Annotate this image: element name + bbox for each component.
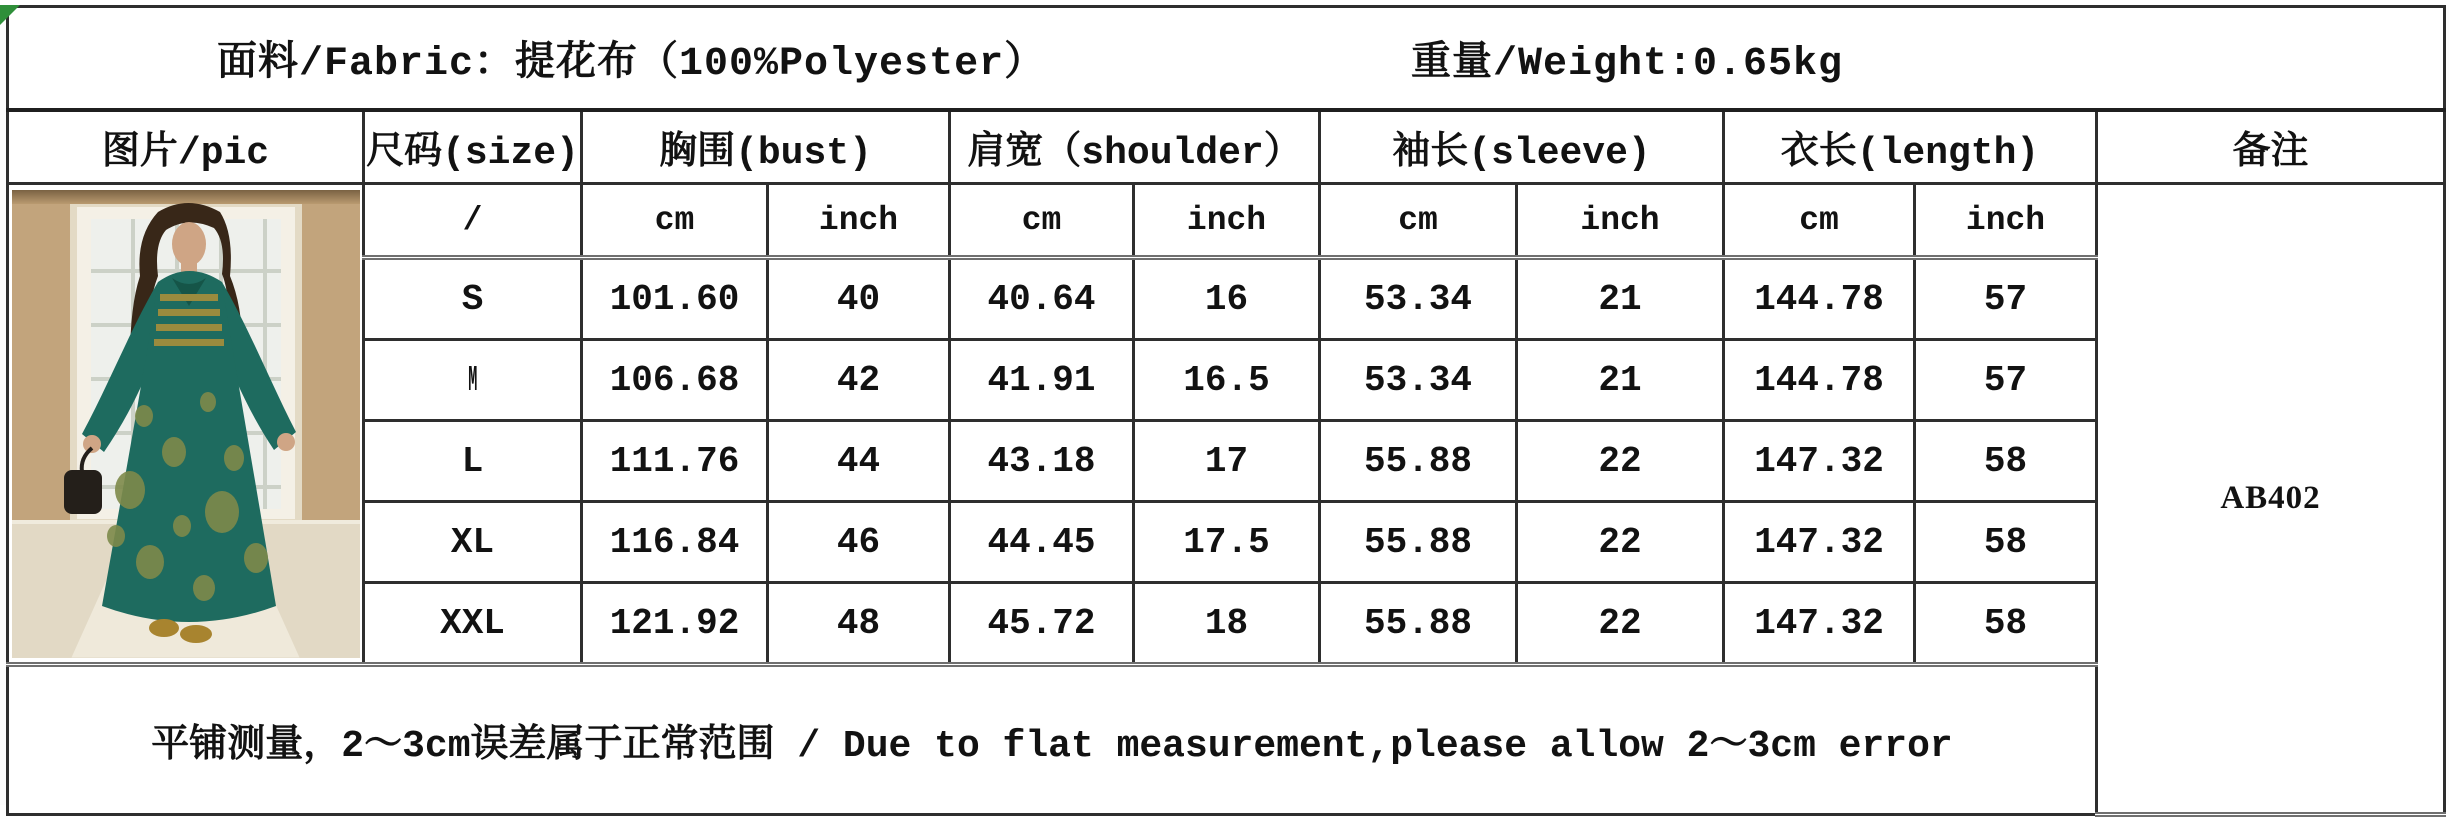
size-label: L (364, 421, 582, 502)
size-label: S (364, 258, 582, 340)
jacquard-motif (135, 405, 153, 427)
measurement-note: 平铺测量，2～3cm误差属于正常范围 / Due to flat measurement,please allow 2～3cm error (8, 665, 2097, 815)
shoulder-inch-value: 17.5 (1134, 502, 1320, 583)
jacquard-motif (193, 575, 215, 601)
jacquard-motif (162, 437, 186, 467)
measurement-note-row (8, 665, 2445, 815)
bodice-trim (156, 324, 222, 331)
jacquard-motif (173, 515, 191, 537)
size-row-xxl (8, 583, 2445, 665)
length-inch-value: 58 (1915, 421, 2097, 502)
length-inch-value: 57 (1915, 340, 2097, 421)
shoulder-cm-value: 40.64 (950, 258, 1134, 340)
jacquard-motif (136, 545, 164, 579)
col-header-size: 尺码(size) (364, 110, 582, 184)
remark-value: AB402 (2097, 184, 2445, 815)
weight-label: 重量/Weight:0.65kg (1410, 42, 1844, 87)
spreadsheet-corner-marker-icon (0, 5, 20, 25)
product-photo-cell (8, 184, 364, 665)
bust-inch-value: 44 (768, 421, 950, 502)
length-cm-value: 144.78 (1724, 340, 1915, 421)
product-photo (12, 190, 360, 658)
jacquard-motif (244, 543, 268, 573)
unit-cell-shoulder-inch: inch (1134, 184, 1320, 258)
column-header-row (8, 110, 2445, 184)
size-chart-table (6, 5, 2446, 817)
sleeve-inch-value: 21 (1517, 258, 1724, 340)
col-header-shoulder: 肩宽（shoulder） (950, 110, 1320, 184)
jacquard-motif (205, 491, 239, 533)
shoulder-cm-value: 45.72 (950, 583, 1134, 665)
bodice-trim (154, 339, 224, 346)
col-header-pic: 图片/pic (8, 110, 364, 184)
unit-cell-sleeve-cm: cm (1320, 184, 1517, 258)
jacquard-motif (107, 525, 125, 547)
jacquard-motif (200, 392, 216, 412)
size-row-m (8, 340, 2445, 421)
shoulder-inch-value: 16 (1134, 258, 1320, 340)
sleeve-inch-value: 21 (1517, 340, 1724, 421)
unit-cell-length-inch: inch (1915, 184, 2097, 258)
unit-cell-shoulder-cm: cm (950, 184, 1134, 258)
length-cm-value: 147.32 (1724, 583, 1915, 665)
size-row-s (8, 258, 2445, 340)
length-cm-value: 144.78 (1724, 258, 1915, 340)
bust-inch-value: 40 (768, 258, 950, 340)
unit-cell-bust-inch: inch (768, 184, 950, 258)
left-shoe (149, 619, 179, 637)
length-inch-value: 58 (1915, 502, 2097, 583)
bodice-trim (158, 309, 220, 316)
bust-inch-value: 48 (768, 583, 950, 665)
bodice-trim (160, 294, 218, 301)
col-header-bust: 胸围(bust) (582, 110, 950, 184)
bust-cm-value: 121.92 (582, 583, 768, 665)
fabric-label: 面料/Fabric：提花布（100%Polyester） (217, 42, 1046, 87)
bust-inch-value: 46 (768, 502, 950, 583)
bust-cm-value: 116.84 (582, 502, 768, 583)
sleeve-cm-value: 53.34 (1320, 258, 1517, 340)
length-inch-value: 57 (1915, 258, 2097, 340)
size-row-xl (8, 502, 2445, 583)
length-cm-value: 147.32 (1724, 502, 1915, 583)
model-face (172, 222, 206, 266)
shoulder-inch-value: 16.5 (1134, 340, 1320, 421)
length-inch-value: 58 (1915, 583, 2097, 665)
handbag (64, 470, 102, 514)
unit-row (8, 184, 2445, 258)
shoulder-inch-value: 17 (1134, 421, 1320, 502)
sleeve-inch-value: 22 (1517, 502, 1724, 583)
sleeve-inch-value: 22 (1517, 421, 1724, 502)
sleeve-cm-value: 55.88 (1320, 421, 1517, 502)
handbag-strap (81, 448, 91, 472)
jacquard-motif (224, 445, 244, 471)
col-header-length: 衣长(length) (1724, 110, 2097, 184)
right-hand (277, 433, 295, 451)
col-header-remark: 备注 (2097, 110, 2445, 184)
size-chart-sheet (0, 5, 2449, 805)
fabric-weight-row (8, 7, 2445, 111)
jacquard-motif (115, 471, 145, 509)
model-in-green-dress (12, 190, 360, 658)
unit-cell-sleeve-inch: inch (1517, 184, 1724, 258)
size-label: XXL (364, 583, 582, 665)
sleeve-cm-value: 55.88 (1320, 502, 1517, 583)
sleeve-cm-value: 55.88 (1320, 583, 1517, 665)
sleeve-cm-value: 53.34 (1320, 340, 1517, 421)
size-row-l (8, 421, 2445, 502)
unit-cell-size: / (364, 184, 582, 258)
shoulder-cm-value: 44.45 (950, 502, 1134, 583)
shoulder-inch-value: 18 (1134, 583, 1320, 665)
bust-cm-value: 106.68 (582, 340, 768, 421)
bust-inch-value: 42 (768, 340, 950, 421)
size-label: XL (364, 502, 582, 583)
size-label: M (364, 340, 582, 421)
bust-cm-value: 101.60 (582, 258, 768, 340)
sleeve-inch-value: 22 (1517, 583, 1724, 665)
length-cm-value: 147.32 (1724, 421, 1915, 502)
shoulder-cm-value: 41.91 (950, 340, 1134, 421)
col-header-sleeve: 袖长(sleeve) (1320, 110, 1724, 184)
shoulder-cm-value: 43.18 (950, 421, 1134, 502)
unit-cell-length-cm: cm (1724, 184, 1915, 258)
right-shoe (180, 625, 212, 643)
unit-cell-bust-cm: cm (582, 184, 768, 258)
bust-cm-value: 111.76 (582, 421, 768, 502)
fabric-weight-cell (8, 7, 2445, 111)
